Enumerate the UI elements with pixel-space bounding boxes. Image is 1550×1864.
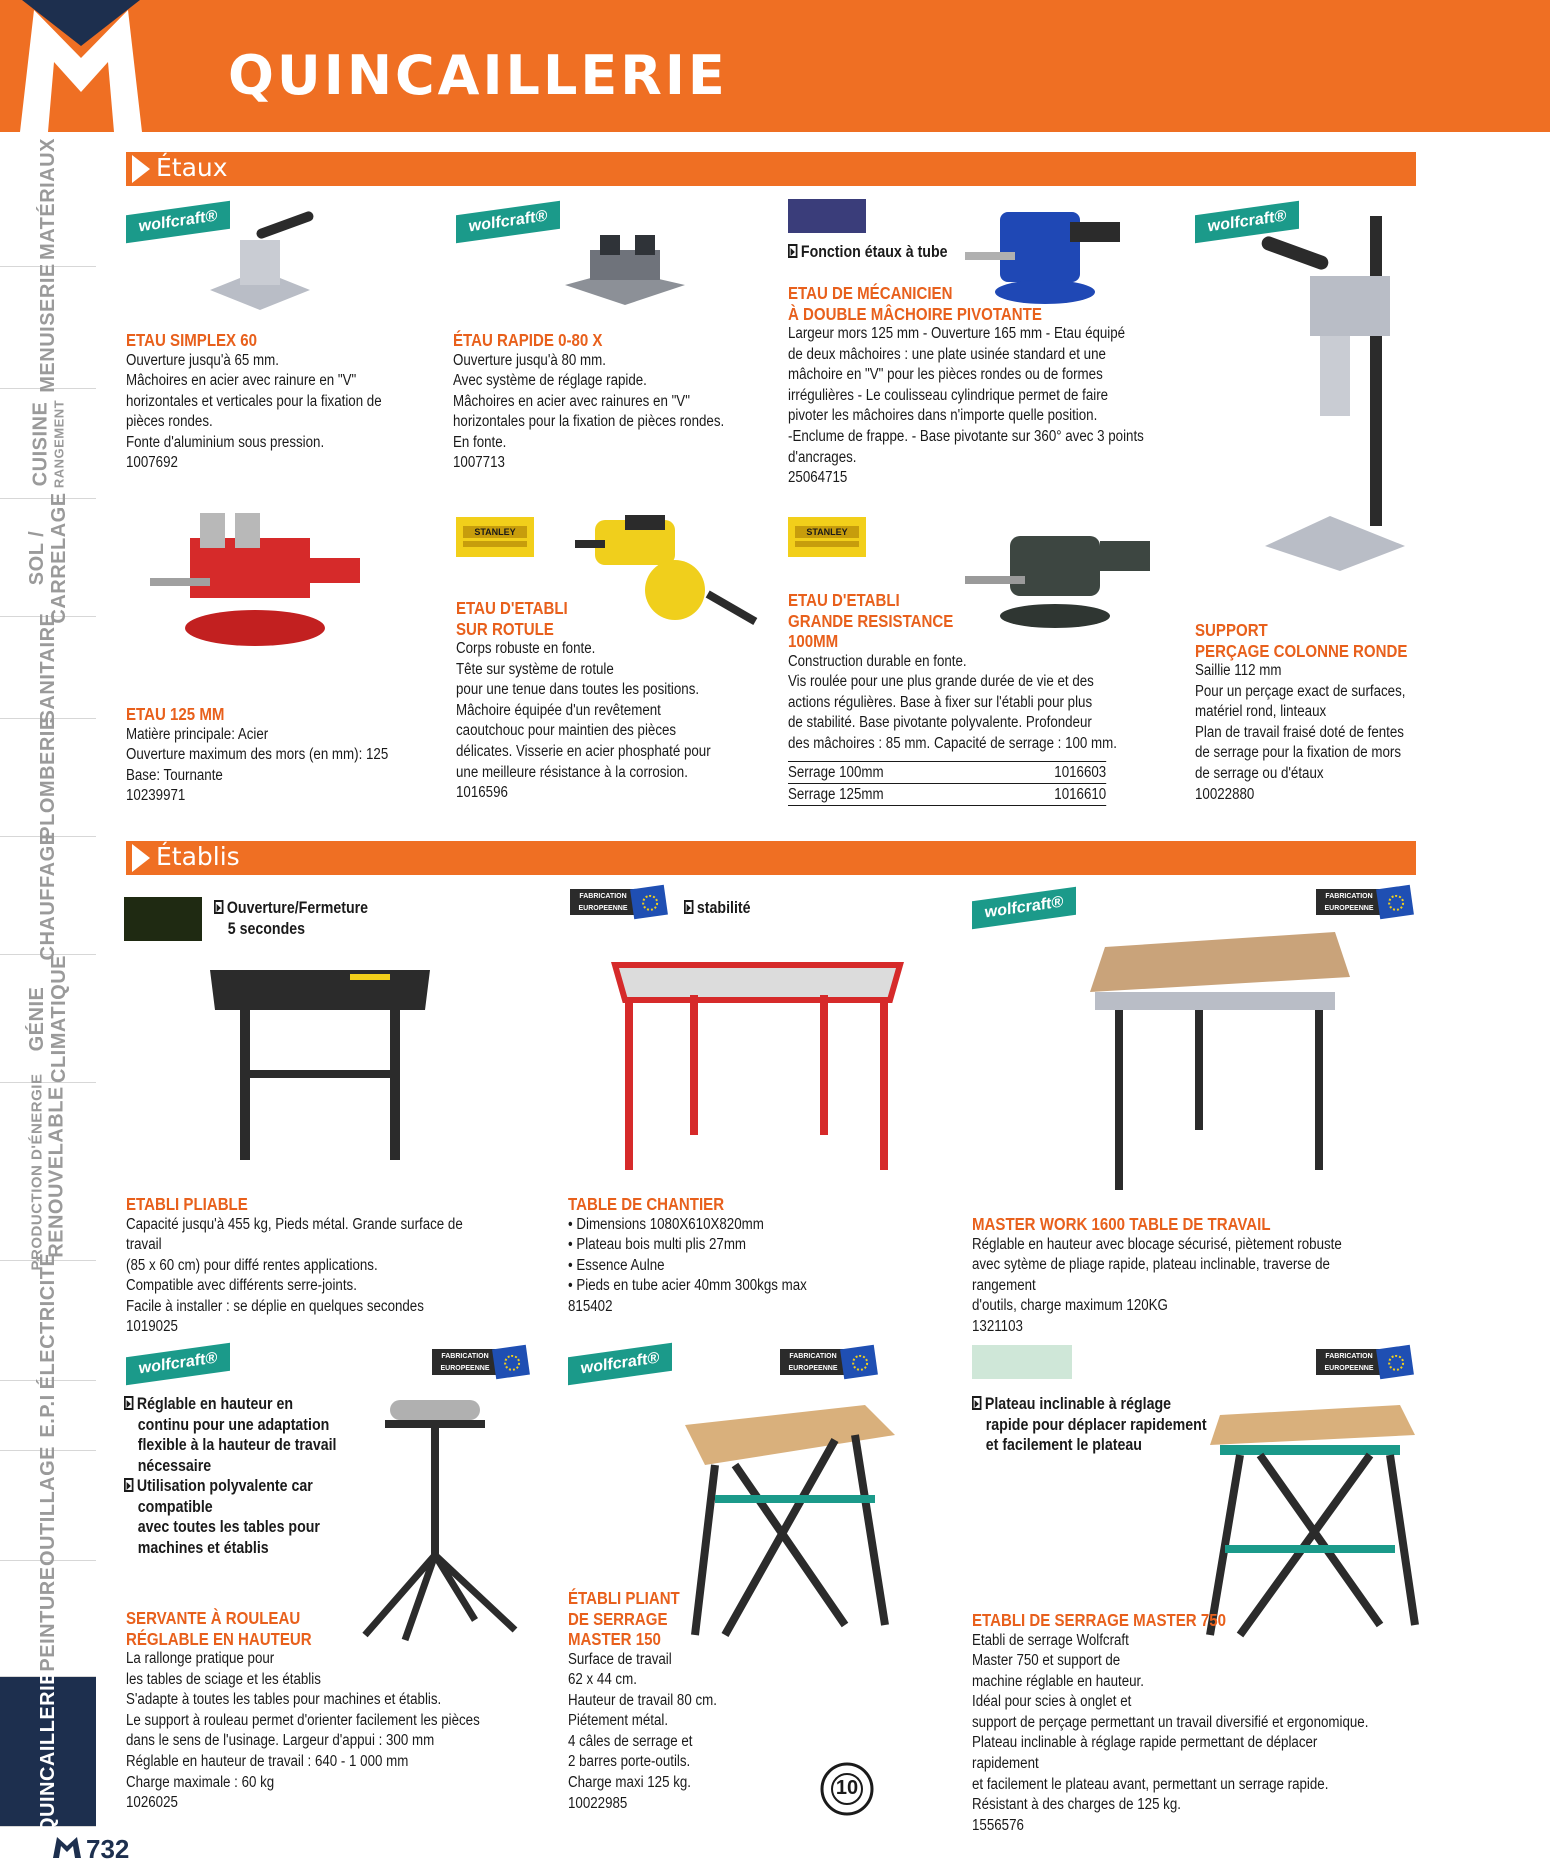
fabrication-europeenne-badge: FABRICATION EUROPEENNE	[432, 1349, 528, 1379]
rail-item-outillage[interactable]: OUTILLAGE	[0, 1451, 96, 1561]
chevron-right-icon	[130, 844, 152, 872]
page-header	[0, 0, 1550, 132]
fabrication-europeenne-badge: FABRICATION EUROPEENNE	[570, 889, 666, 919]
product-swatch	[788, 199, 866, 233]
brand-mini-logo-icon	[52, 1836, 82, 1858]
rail-item-materiaux[interactable]: MATÉRIAUX	[0, 132, 96, 267]
feature-ouverture: Ouverture/Fermeture 5 secondes	[214, 898, 368, 939]
rail-item-peinture[interactable]: PEINTURE	[0, 1561, 96, 1677]
garantie-badge: 10	[820, 1762, 874, 1816]
product-master150: ÉTABLI PLIANT DE SERRAGE MASTER 150 Surface de travail 62 x 44 cm. Hauteur de travail 80 cm. Piétement métal. 4 câles de serrage et 2 barres porte-outils. Charge maxi 125 kg. 10022985	[568, 1588, 717, 1812]
section-bar-etaux	[126, 152, 1416, 186]
product-etau125: ETAU 125 MM Matière principale: Acier Ouverture maximum des mors (en mm): 125 Base: Tournante 10239971	[126, 704, 389, 805]
fabrication-europeenne-badge: FABRICATION EUROPEENNE	[780, 1349, 876, 1379]
feature-servante: Réglable en hauteur en continu pour une adaptation flexible à la hauteur de travail nécessaire Utilisation polyvalente car compatible avec toutes les tables pour machines et établis	[124, 1394, 337, 1558]
product-image-simplex	[200, 210, 330, 320]
arrow-icon	[124, 1478, 133, 1492]
product-resistance: ETAU D'ETABLI GRANDE RESISTANCE 100MM Construction durable en fonte. Vis roulée pour une plus grande durée de vie et des actions régulières. Base à fixer sur l'établi pour plus de stabilité. Base pivotante polyvalente. Profondeur des mâchoires : 85 mm. Capacité de serrage : 100 mm.	[788, 590, 1117, 752]
wolfcraft-logo: wolfcraft®	[972, 887, 1076, 930]
chevron-right-icon	[130, 155, 152, 183]
product-rapide: ÉTAU RAPIDE 0-80 X Ouverture jusqu'à 80 mm. Avec système de réglage rapide. Mâchoires en acier avec rainures en "V" horizontales pour la fixation de pièces rondes. En fonte. 1007713	[453, 330, 725, 472]
feature-stabilite: stabilité	[684, 898, 751, 919]
fabrication-europeenne-badge: FABRICATION EUROPEENNE	[1316, 1349, 1412, 1379]
eu-flag-icon	[1376, 885, 1414, 919]
arrow-icon	[684, 900, 693, 914]
product-image-masterwork	[1075, 922, 1360, 1197]
product-masterwork: MASTER WORK 1600 TABLE DE TRAVAIL Réglable en hauteur avec blocage sécurisé, piètement robuste avec sytème de pliage rapide, plateau inclinable, traverse de rangement d'outils, charge maximum 120KG 1321103	[972, 1214, 1342, 1335]
product-swatch	[124, 897, 202, 941]
table-row: Serrage 100mm 1016603	[788, 761, 1106, 783]
arrow-icon	[214, 900, 223, 914]
section-title: Établis	[156, 842, 240, 871]
table-row: Serrage 125mm 1016610	[788, 783, 1106, 806]
brand-logo-icon	[0, 0, 162, 132]
product-master750: ETABLI DE SERRAGE MASTER 750 Etabli de serrage Wolfcraft Master 750 et support de machine réglable en hauteur. Idéal pour scies à onglet et support de perçage permettant un travail diversifié et ergonomique. Plateau inclinable à réglage rapide permettant de déplacer rapidement et facilement le plateau avant, permettant un serrage rapide. Résistant à des charges de 125 kg. 1556576	[972, 1610, 1369, 1834]
stanley-logo: STANLEY	[456, 517, 534, 557]
product-simplex: ETAU SIMPLEX 60 Ouverture jusqu'à 65 mm. Mâchoires en acier avec rainure en "V" horizontales et verticales pour la fixation de pièces rondes. Fonte d'aluminium sous pression. 1007692	[126, 330, 382, 472]
eu-flag-icon	[630, 885, 668, 919]
product-image-servante	[345, 1390, 535, 1645]
arrow-icon	[124, 1396, 133, 1410]
product-swatch	[972, 1345, 1072, 1379]
page-title: QUINCAILLERIE	[228, 44, 728, 107]
arrow-icon	[972, 1396, 981, 1410]
rail-item-energie-renouvelable[interactable]: PRODUCTION D'ÉNERGIE RENOUVELABLE	[0, 1083, 96, 1261]
arrow-icon	[788, 244, 797, 258]
rail-item-epi[interactable]: E.P.I	[0, 1381, 96, 1451]
product-pliable: ETABLI PLIABLE Capacité jusqu'à 455 kg, Pieds métal. Grande surface de travail (85 x 60 cm) pour diffé rentes applications. Compatible avec différents serre-joints. Facile à installer : se déplie en quelques secondes 1019025	[126, 1194, 463, 1336]
product-chantier: TABLE DE CHANTIER • Dimensions 1080X610X820mm • Plateau bois multi plis 27mm • Essence Aulne • Pieds en tube acier 40mm 300kgs max 815402	[568, 1194, 807, 1315]
product-mecanicien: ETAU DE MÉCANICIEN À DOUBLE MÂCHOIRE PIVOTANTE Largeur mors 125 mm - Ouverture 165 mm - Etau équipé de deux mâchoires : une plate usinée standard et une mâchoire en "V" pour les pièces rondes ou de formes irrégulières - Le coulisseau cylindrique permet de faire pivoter les mâchoires dans n'importe quelle position. -Enclume de frappe. - Base pivotante sur 360° avec 3 points d'ancrages. 25064715	[788, 283, 1144, 487]
eu-flag-icon	[492, 1345, 530, 1379]
category-rail	[0, 132, 96, 1833]
fabrication-europeenne-badge: FABRICATION EUROPEENNE	[1316, 889, 1412, 919]
rail-item-sol-carrelage[interactable]: SOL / CARRELAGE	[0, 499, 96, 617]
eu-flag-icon	[1376, 1345, 1414, 1379]
wolfcraft-logo: wolfcraft®	[456, 201, 560, 244]
rail-item-plomberie[interactable]: PLOMBERIE	[0, 719, 96, 837]
wolfcraft-logo: wolfcraft®	[126, 1343, 230, 1386]
rail-item-cuisine[interactable]: CUISINE RANGEMENT	[0, 389, 96, 499]
product-image-support	[1250, 216, 1410, 576]
rail-item-chauffage[interactable]: CHAUFFAGE	[0, 837, 96, 955]
section-bar-etablis	[126, 841, 1416, 875]
rail-item-genie-climatique[interactable]: GÉNIE CLIMATIQUE	[0, 955, 96, 1083]
stanley-logo: STANLEY	[788, 517, 866, 557]
feature-tube: Fonction étaux à tube	[788, 242, 948, 263]
wolfcraft-logo: wolfcraft®	[1195, 201, 1299, 244]
product-image-master750	[1200, 1395, 1420, 1640]
rail-item-menuiserie[interactable]: MENUISERIE	[0, 267, 96, 389]
product-image-chantier	[605, 955, 910, 1175]
eu-flag-icon	[840, 1345, 878, 1379]
wolfcraft-logo: wolfcraft®	[126, 201, 230, 244]
wolfcraft-logo: wolfcraft®	[568, 1343, 672, 1386]
section-title: Étaux	[156, 153, 228, 182]
rail-item-quincaillerie[interactable]: QUINCAILLERIE	[0, 1677, 96, 1827]
page-number: 732	[86, 1834, 130, 1864]
product-rotule: ETAU D'ETABLI SUR ROTULE Corps robuste en fonte. Tête sur système de rotule pour une tenue dans toutes les positions. Mâchoire équipée d'un revêtement caoutchouc pour maintien des pièces délicates. Visserie en acier phosphaté pour une meilleure résistance à la corrosion. 1016596	[456, 598, 711, 802]
rail-item-sanitaire[interactable]: SANITAIRE	[0, 617, 96, 719]
rail-item-electricite[interactable]: ÉLECTRICITÉ	[0, 1261, 96, 1381]
product-support: SUPPORT PERÇAGE COLONNE RONDE Saillie 112 mm Pour un perçage exact de surfaces, matériel rond, linteaux Plan de travail fraisé doté de fentes de serrage pour la fixation de mors de serrage ou d'étaux 10022880	[1195, 620, 1408, 803]
product-servante: SERVANTE À ROULEAU RÉGLABLE EN HAUTEUR La rallonge pratique pour les tables de sciage et les établis S'adapte à toutes les tables pour machines et établis. Le support à rouleau permet d'orienter facilement les pièces dans le sens de l'usinage. Largeur d'appui : 300 mm Réglable en hauteur de travail : 640 - 1 000 mm Charge maximale : 60 kg 1026025	[126, 1608, 480, 1812]
product-image-pliable	[200, 950, 440, 1170]
product-image-etau125	[140, 508, 370, 658]
feature-plateau: Plateau inclinable à réglage rapide pour déplacer rapidement et facilement le plateau	[972, 1394, 1207, 1456]
price-table-resistance	[788, 761, 1106, 806]
product-image-rapide	[560, 215, 690, 315]
